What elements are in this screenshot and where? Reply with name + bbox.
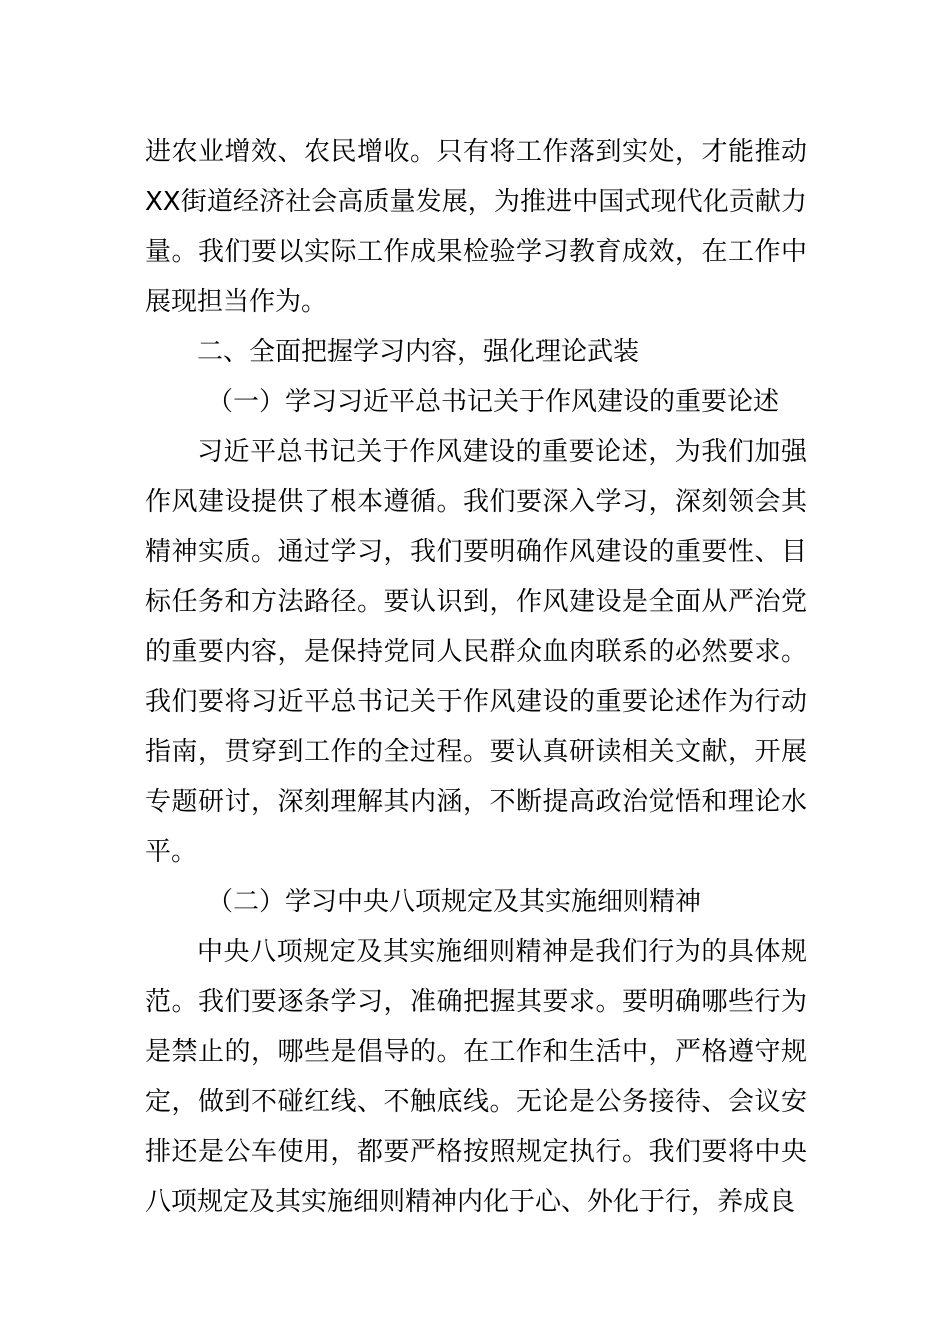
section-heading-2: 二、全面把握学习内容，强化理论武装 [197, 337, 640, 367]
paragraph-continuation: 进农业增效、农民增收。只有将工作落到实处，才能推动XX街道经济社会高质量发展，为推进中国式现代化贡献力量。我们要以实际工作成果检验学习教育成效，在工作中展现担当作为。 [145, 137, 807, 317]
document-body [145, 127, 807, 1227]
paragraph-body-2: 中央八项规定及其实施细则精神是我们行为的具体规范。我们要逐条学习，准确把握其要求。要明确哪些行为是禁止的，哪些是倡导的。在工作和生活中，严格遵守规定，做到不碰红线、不触底线。无论是公务接待、会议安排还是公车使用，都要严格按照规定执行。我们要将中央八项规定及其实施细则精神内化于心、外化于行，养成良 [145, 937, 807, 1217]
subsection-heading-1: （一）学习习近平总书记关于作风建设的重要论述 [207, 387, 780, 417]
subsection-heading-2: （二）学习中央八项规定及其实施细则精神 [207, 887, 702, 917]
paragraph-body-1: 习近平总书记关于作风建设的重要论述，为我们加强作风建设提供了根本遵循。我们要深入学习，深刻领会其精神实质。通过学习，我们要明确作风建设的重要性、目标任务和方法路径。要认识到，作风建设是全面从严治党的重要内容，是保持党同人民群众血肉联系的必然要求。我们要将习近平总书记关于作风建设的重要论述作为行动指南，贯穿到工作的全过程。要认真研读相关文献，开展专题研讨，深刻理解其内涵，不断提高政治觉悟和理论水平。 [145, 437, 807, 867]
